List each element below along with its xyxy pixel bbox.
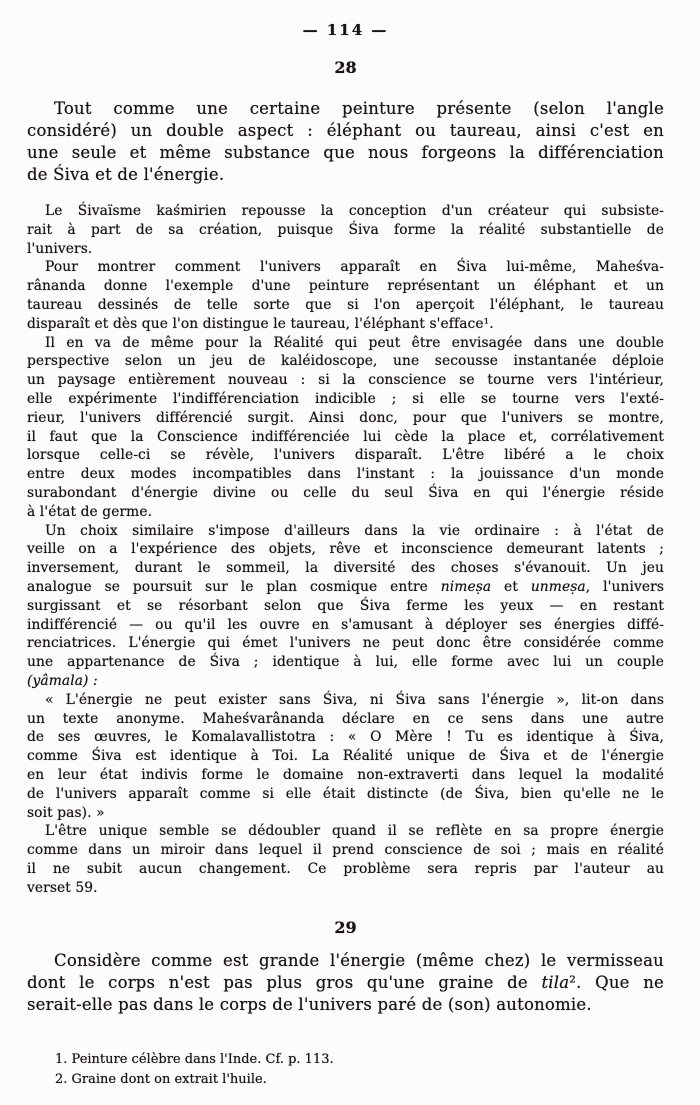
text-line: perspective selon un jeu de kaléidoscope, une secousse instantanée déploie [27, 353, 664, 370]
commentary [27, 202, 664, 897]
text-line: Le Śivaïsme kaśmirien repousse la conception d'un créateur qui subsiste- [45, 203, 664, 219]
text-line: indifférencié — ou qu'il les ouvre en s'amusant à déployer ses énergies diffé- [27, 616, 664, 633]
footnote-1: 1. Peinture célèbre dans l'Inde. Cf. p. 113. [55, 1052, 334, 1068]
commentary-paragraph [27, 202, 664, 258]
verse-29 [27, 950, 664, 1016]
verse-line: Tout comme une certaine peinture présente (selon l'angle [54, 99, 664, 118]
text-line: (yâmala) : [27, 672, 98, 689]
text-line: comme dans un miroir dans lequel il prend conscience de soi ; mais en réalité [27, 842, 664, 859]
commentary-paragraph [27, 258, 664, 333]
text-line: il ne subit aucun changement. Ce problème sera repris par l'auteur au [27, 860, 664, 877]
text-line: renciatrices. L'énergie qui émet l'univers ne peut donc être considérée comme [27, 635, 664, 652]
text-line: taureau dessinés de telle sorte que si l'on aperçoit l'éléphant, le taureau [27, 296, 664, 313]
text-line: elle expérimente l'indifférenciation indicible ; si elle se tourne vers l'exté- [27, 390, 664, 407]
commentary-paragraph [27, 522, 664, 691]
text-line: soit pas). » [27, 804, 105, 821]
verse-line: Considère comme est grande l'énergie (même chez) le vermisseau [54, 951, 664, 971]
text-line: L'être unique semble se dédoubler quand il se reflète en sa propre énergie [45, 823, 664, 840]
section-number-29: 29 [334, 918, 357, 938]
footnotes [55, 1050, 664, 1090]
text-line: de ses œuvres, le Komalavallistotra : « O Mère ! Tu es identique à Śiva, [27, 729, 664, 746]
commentary-paragraph [27, 691, 664, 823]
text-line: rait à part de sa création, puisque Śiva forme la réalité substantielle de [27, 221, 664, 238]
verse-28 [27, 98, 664, 186]
text-line: disparaît et dès que l'on distingue le taureau, l'éléphant s'efface¹. [27, 315, 494, 332]
verse-line: considéré) un double aspect : éléphant ou taureau, ainsi c'est en [27, 121, 664, 140]
text-line: surgissant et se résorbant selon que Śiva ferme les yeux — en restant [27, 597, 664, 614]
text-line: Un choix similaire s'impose d'ailleurs dans la vie ordinaire : à l'état de [45, 522, 664, 539]
text-line: Il en va de même pour la Réalité qui peut être envisagée dans une double [45, 334, 664, 351]
section-number-28: 28 [334, 58, 357, 77]
text-line: veille on a l'expérience des objets, rêve et inconscience demeurant latents ; [27, 541, 664, 558]
commentary-paragraph [27, 822, 664, 897]
text-line: entre deux modes incompatibles dans l'instant : la jouissance d'un monde [27, 466, 664, 483]
text-line: inversement, durant le sommeil, la diversité des choses s'évanouit. Un jeu [27, 560, 664, 577]
verse-line: serait-elle pas dans le corps de l'univers paré de (son) autonomie. [27, 995, 592, 1015]
text-line: à l'état de germe. [27, 503, 153, 520]
text-line: lorsque celle-ci se révèle, l'univers disparaît. L'être libéré a le choix [27, 447, 664, 464]
text-line: verset 59. [27, 879, 98, 896]
text-line: il faut que la Conscience indifférenciée lui cède la place et, corrélativement [27, 428, 664, 445]
text-line: l'univers. [27, 240, 93, 257]
verse-line: une seule et même substance que nous forgeons la différenciation [27, 143, 664, 162]
text-line: Pour montrer comment l'univers apparaît en Śiva lui-même, Maheśva- [45, 259, 664, 276]
text-line: « L'énergie ne peut exister sans Śiva, ni Śiva sans l'énergie », lit-on dans [45, 691, 664, 708]
text-line: un paysage entièrement nouveau : si la conscience se tourne vers l'intérieur, [27, 372, 664, 389]
commentary-paragraph [27, 334, 664, 522]
footnote-2: 2. Graine dont on extrait l'huile. [55, 1072, 267, 1088]
page-number: — 114 — [302, 21, 389, 39]
text-line: de l'univers apparaît comme si elle était distincte (de Śiva, bien qu'elle ne le [27, 785, 664, 802]
text-line: en leur état indivis forme le domaine non-extraverti dans lequel la modalité [27, 766, 664, 783]
text-line: surabondant d'énergie divine ou celle du seul Śiva en qui l'énergie réside [27, 484, 664, 501]
verse-line: dont le corps n'est pas plus gros qu'une graine de tila². Que ne [27, 973, 664, 993]
text-line: un texte anonyme. Maheśvarânanda déclare en ce sens dans une autre [27, 710, 664, 727]
text-line: comme Śiva est identique à Toi. La Réalité unique de Śiva et de l'énergie [27, 748, 664, 765]
text-line: une appartenance de Śiva ; identique à lui, elle forme avec lui un couple [27, 654, 664, 671]
text-line: rieur, l'univers différencié surgit. Ainsi donc, pour que l'univers se montre, [27, 409, 664, 426]
text-line: rânanda donne l'exemple d'une peinture représentant un éléphant et un [27, 278, 664, 295]
verse-line: de Śiva et de l'énergie. [27, 165, 225, 184]
text-line: analogue se poursuit sur le plan cosmique entre nimeṣa et unmeṣa, l'univers [27, 578, 664, 595]
